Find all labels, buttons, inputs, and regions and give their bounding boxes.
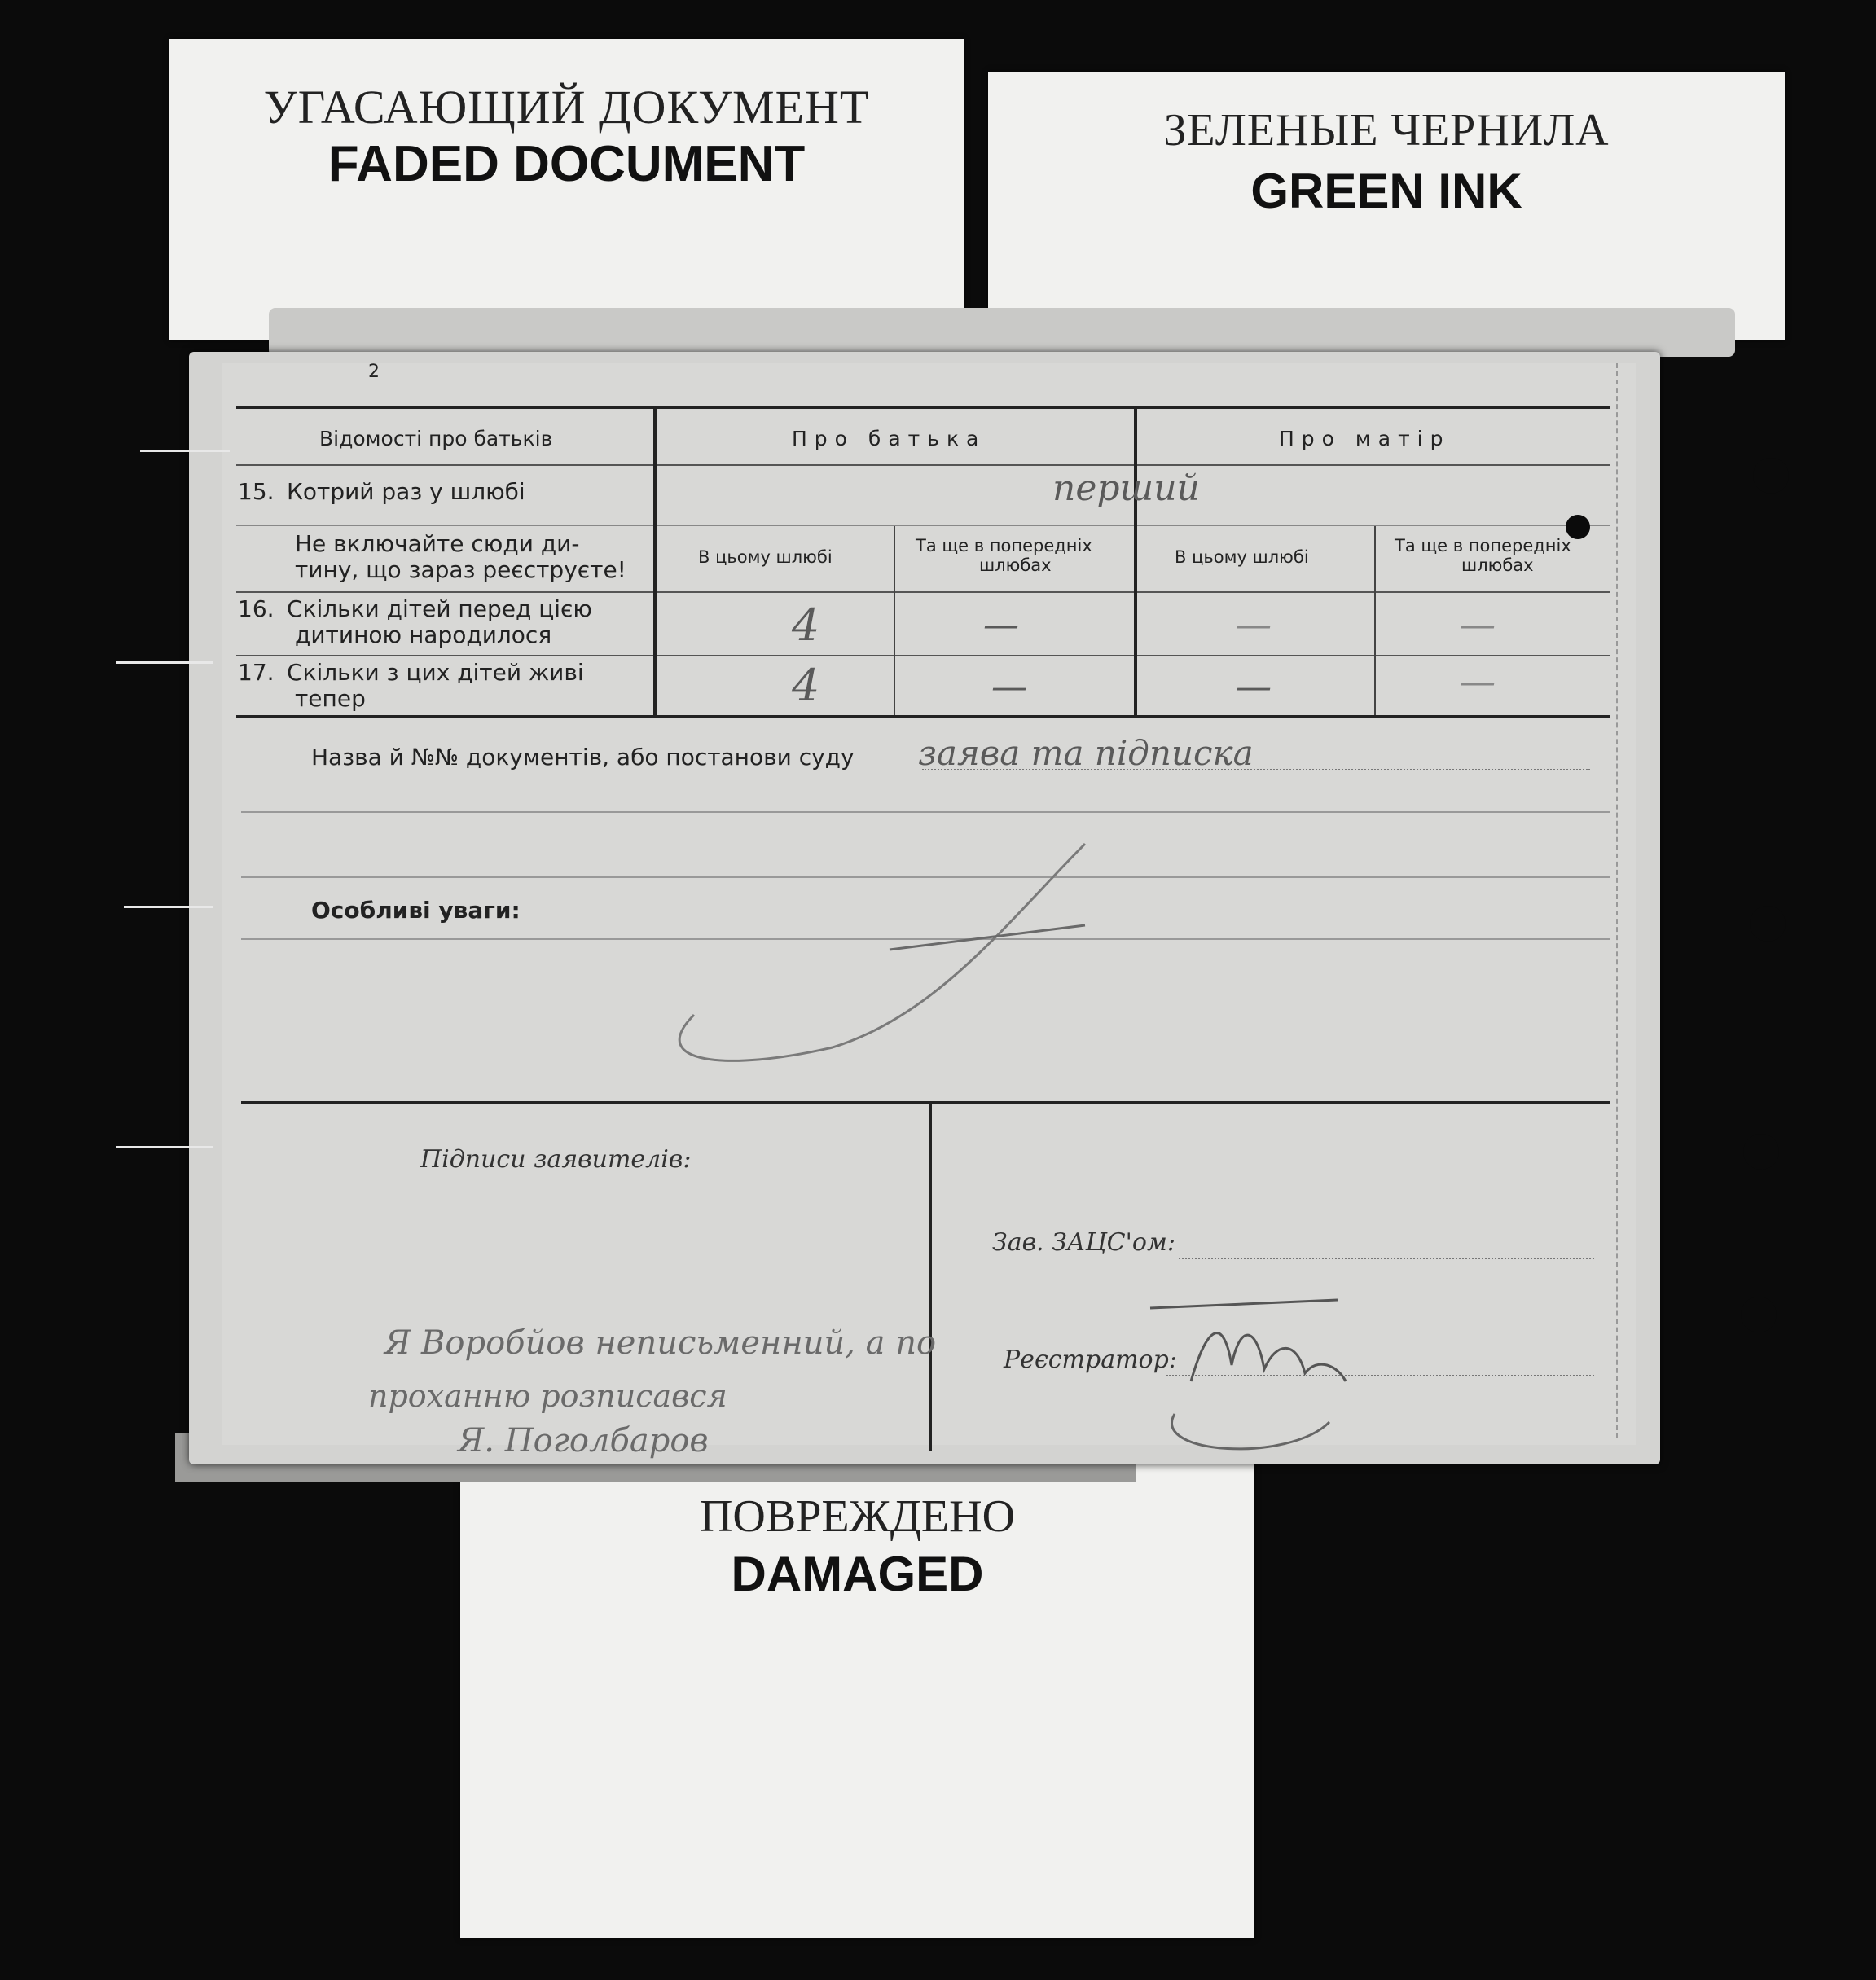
ink-blot: [1566, 515, 1590, 539]
special-notes-label: Особливі уваги:: [311, 897, 521, 924]
q15-label: Котрий раз у шлюбі: [287, 478, 525, 505]
page-stack-top: [269, 308, 1735, 357]
damaged-label-ru: ПОВРЕЖДЕНО: [699, 1491, 1016, 1542]
q16-mother-prev-value: —: [1460, 604, 1496, 646]
head-of-registry-line: [1179, 1258, 1594, 1259]
page-mark: 2: [368, 362, 380, 382]
green-ink-label-card: [988, 72, 1785, 340]
header-mother: Про матір: [1279, 427, 1451, 450]
header-info: Відомості про батьків: [319, 427, 553, 450]
punch-hole-1: [1753, 458, 1789, 494]
binding-thread-4: [116, 1146, 213, 1148]
punch-hole-3: [1743, 1134, 1779, 1170]
q16-father-this-value: 4: [792, 599, 820, 651]
documents-value-handwritten: заява та підписка: [918, 733, 1254, 773]
q17-line-1: Скільки з цих дітей живі: [287, 659, 584, 686]
q16-line-2: дитиною народилося: [295, 621, 552, 648]
table-bottom-rule: [236, 715, 1610, 718]
q15-bottom-rule: [236, 525, 1610, 526]
punch-hole-4: [1741, 1297, 1777, 1332]
q17-mother-this-value: —: [1236, 666, 1272, 708]
registrar-label: Реєстратор:: [1004, 1346, 1177, 1374]
documents-label: Назва й №№ документів, або постанови суду: [311, 744, 855, 770]
table-top-rule: [236, 406, 1610, 409]
q17-number: 17.: [238, 659, 275, 686]
col-divider-2: [1134, 406, 1137, 717]
note-bottom-rule: [236, 591, 1610, 593]
q17-father-prev-value: —: [991, 666, 1027, 708]
punch-hole-2: [1750, 906, 1786, 942]
mother-this-marriage: В цьому шлюбі: [1175, 547, 1309, 567]
signatures-divider: [929, 1101, 932, 1451]
q16-father-prev-value: —: [983, 604, 1019, 646]
faded-label-en: FADED DOCUMENT: [327, 136, 806, 192]
signature-line-3: Я. Поголбаров: [458, 1422, 709, 1460]
signature-line-1: Я Воробйов неписьменний, а по: [384, 1324, 937, 1362]
father-this-marriage: В цьому шлюбі: [698, 547, 833, 567]
q17-father-this-value: 4: [792, 660, 820, 711]
registry-form-page: [189, 352, 1660, 1464]
q15-number: 15.: [238, 478, 275, 505]
col-divider-father-sub: [894, 526, 895, 715]
documents-line-1: [922, 769, 1590, 770]
head-of-registry-label: Зав. ЗАЦС'ом:: [992, 1228, 1175, 1257]
q17-mother-prev-value: —: [1460, 661, 1496, 703]
faded-document-label-card: [169, 39, 964, 340]
father-prev-line-1: Та ще в попередніх: [916, 536, 1092, 555]
q15-value-handwritten: перший: [1052, 468, 1200, 509]
q16-number: 16.: [238, 595, 275, 622]
faded-label-ru: УГАСАЮЩИЙ ДОКУМЕНТ: [263, 81, 870, 134]
q17-line-2: тепер: [295, 685, 366, 712]
header-father: Про батька: [792, 427, 986, 450]
col-divider-mother-sub: [1374, 526, 1376, 715]
green-ink-label-en: GREEN INK: [1250, 164, 1522, 218]
q16-mother-this-value: —: [1236, 604, 1272, 646]
q16-line-1: Скільки дітей перед цією: [287, 595, 592, 622]
mother-prev-line-2: шлюбах: [1461, 555, 1534, 575]
registrar-signature: [1142, 1292, 1386, 1471]
form-sheet: [222, 362, 1636, 1460]
signatures-top-rule: [241, 1101, 1610, 1104]
note-line-1: Не включайте сюди ди-: [295, 530, 580, 557]
damaged-label-en: DAMAGED: [731, 1547, 984, 1601]
q16-bottom-rule: [236, 655, 1610, 656]
right-margin-rule: [1616, 363, 1618, 1438]
damaged-label-card: [460, 1450, 1254, 1938]
mother-prev-line-1: Та ще в попередніх: [1395, 536, 1571, 555]
binding-thread-3: [124, 906, 213, 908]
strike-through-mark: [629, 803, 1199, 1072]
father-prev-line-2: шлюбах: [979, 555, 1052, 575]
binding-thread-1: [140, 450, 230, 452]
header-bottom-rule: [236, 464, 1610, 466]
green-ink-label-ru: ЗЕЛЕНЫЕ ЧЕРНИЛА: [1163, 105, 1610, 156]
signature-line-2: проханню розписався: [368, 1378, 727, 1414]
col-divider-1: [653, 406, 657, 717]
signatures-label: Підписи заявителів:: [420, 1145, 692, 1174]
binding-thread-2: [116, 661, 213, 664]
note-line-2: тину, що зараз реєструєте!: [295, 556, 626, 583]
